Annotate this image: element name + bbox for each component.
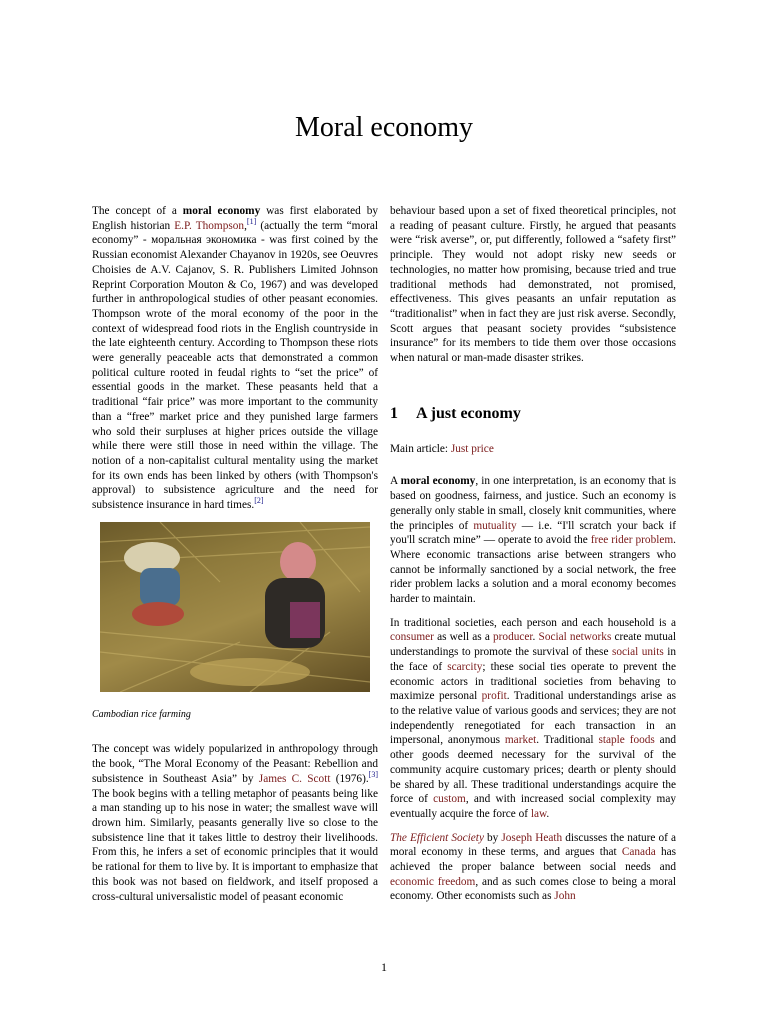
link-law[interactable]: law bbox=[530, 807, 547, 820]
figure-caption: Cambodian rice farming bbox=[92, 708, 191, 720]
section-title: A just economy bbox=[416, 404, 521, 422]
continued-paragraph: behaviour based upon a set of fixed theoretical principles, not a reading of peasant culture. Firstly, he argued that peasants were “risk averse”, or, put differently, followed a “safety first” principle. They would not adopt risky new seeds or technologies, no matter how promising, because tried and true traditional methods had demonstrated, not promised, effectiveness. This gives peasants an unfair reputation as “traditionalist” when in fact they are just risk averse. Secondly, Scott argues that peasant society provides “subsistence insurance” for its members to tide them over those occasions when natural or man-made disaster strikes. bbox=[390, 205, 676, 365]
link-ep-thompson[interactable]: E.P. Thompson bbox=[174, 219, 245, 232]
link-custom[interactable]: custom bbox=[433, 793, 466, 806]
citation-3[interactable]: [3] bbox=[368, 770, 378, 780]
link-scarcity[interactable]: scarcity bbox=[447, 660, 483, 673]
definition-paragraph: A moral economy, in one interpretation, is an economy that is based on goodness, fairness, and justice. Such an economy is generally only stable in small, closely knit communities, where the principles of mutuality — i.e. “I'll scratch your back if you'll scratch mine” — operate to avoid the free rider problem. Where economic transactions arise between strangers who cannot be informally sanctioned by a social network, the free rider problem lacks a solution and a moral economy becomes harder to maintain. bbox=[390, 475, 677, 606]
link-canada[interactable]: Canada bbox=[621, 846, 656, 859]
section-number: 1 bbox=[390, 404, 398, 422]
link-john[interactable]: John bbox=[554, 890, 576, 903]
link-market[interactable]: market bbox=[504, 734, 537, 747]
efficient-society-paragraph: The Efficient Society by Joseph Heath discusses the nature of a moral economy in these terms, and argues that Canada has achieved the proper balance between social needs and economic freedom, and as such comes close to being a moral economy. Other economists such as John bbox=[390, 831, 676, 903]
link-staple-foods[interactable]: staple foods bbox=[598, 734, 655, 747]
link-free-rider-problem[interactable]: free rider problem bbox=[590, 534, 674, 547]
link-social-units[interactable]: social units bbox=[611, 646, 664, 659]
section-heading bbox=[390, 404, 676, 424]
main-article-note: Main article: Just price bbox=[390, 442, 494, 455]
link-economic-freedom[interactable]: economic freedom bbox=[390, 875, 476, 888]
page-number: 1 bbox=[381, 960, 387, 974]
link-social-networks[interactable]: Social networks bbox=[538, 631, 612, 644]
link-producer[interactable]: producer bbox=[493, 631, 533, 644]
page-title: Moral economy bbox=[294, 112, 474, 143]
link-consumer[interactable]: consumer bbox=[390, 631, 434, 644]
link-profit[interactable]: profit bbox=[481, 690, 507, 703]
rice-farming-photo bbox=[100, 522, 370, 692]
right-column bbox=[390, 204, 676, 913]
popularized-paragraph: The concept was widely popularized in anthropology through the book, “The Moral Economy of the Peasant: Rebellion and subsistence in Southeast Asia” by James C. Scott (1976).[3] The book begins with a telling metaphor of peasants being like a man standing up to his nose in water; the smallest wave will drown him. Similarly, peasants generally live so close to the subsistence line that it takes little to destroy their livelihoods. From this, he infers a set of economic principles that it would be rational for them to live by. It is important to emphasize that this book was not based on fieldwork, and itself proposed a cross-cultural universalistic model of peasant economic bbox=[92, 743, 378, 903]
left-column bbox=[92, 204, 378, 913]
citation-2[interactable]: [2] bbox=[254, 496, 264, 506]
citation-1[interactable]: [1] bbox=[246, 216, 257, 226]
traditional-societies-paragraph: In traditional societies, each person and each household is a consumer as well as a producer. Social networks create mutual understandings to promote the survival of these social units in the face of scarcity; these social ties operate to prevent the economic actors in traditional societies from behaving to maximize personal profit. Traditional understandings arise as to the relative value of various goods and services; they are not independently renegotiated for each transaction in an impersonal, anonymous market. Traditional staple foods and other goods deemed necessary for the survival of the community acquire customary prices; dearth or plenty should be shared by all. These traditional understandings acquire the force of custom, and with increased social complexity may eventually acquire the force of law. bbox=[390, 616, 676, 820]
bold-term: moral economy bbox=[182, 205, 261, 217]
link-james-scott[interactable]: James C. Scott bbox=[258, 772, 331, 785]
bold-term: moral economy bbox=[400, 475, 476, 488]
link-just-price[interactable]: Just price bbox=[450, 442, 494, 455]
link-mutuality[interactable]: mutuality bbox=[473, 519, 517, 532]
link-joseph-heath[interactable]: Joseph Heath bbox=[501, 831, 563, 844]
intro-paragraph: The concept of a moral economy was first elaborated by English historian E.P. Thompson,[1] (actually the term “moral economy” - моральная экономика - was first coined by the Russian economist Alexander Chayanov in 1920s, see Oeuvres Choisies de A.V. Cajanov, S. R. Publishers Limited Johnson Reprint Corporation Mouton & Co, 1967) and was developed further in anthropological studies of other peasant economies. Thompson wrote of the moral economy of the poor in the context of widespread food riots in the English countryside in the late eighteenth century. According to Thompson these riots were generally peaceable acts that demonstrated a common political culture rooted in feudal rights to “set the price” of essential goods in the market. These peasants held that a traditional “fair price” was more important to the community than a “free” market price and they punished large farmers who sold their surpluses at higher prices outside the village while there were still those in need within the village. The notion of a non-capitalist cultural mentality using the market for its own ends has been linked by others (with Thompson's approval) to subsistence agriculture and the need for subsistence insurance in hard times.[2] bbox=[92, 205, 379, 512]
link-the-efficient-society[interactable]: The Efficient Society bbox=[390, 831, 484, 844]
